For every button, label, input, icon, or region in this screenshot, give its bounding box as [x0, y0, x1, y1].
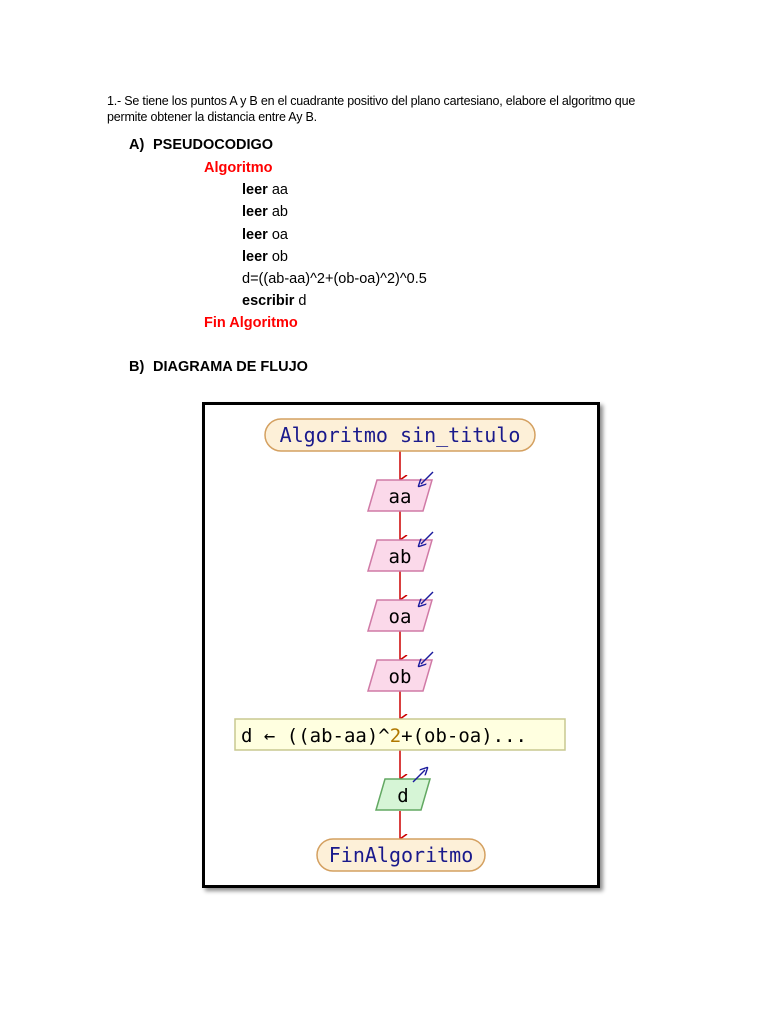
pseudo-keyword: escribir	[242, 293, 295, 309]
pseudo-line	[242, 293, 307, 309]
pseudo-arg: ab	[267, 204, 288, 220]
start-terminal-label: Algoritmo sin_titulo	[279, 423, 521, 447]
section-a-letter: A)	[129, 137, 145, 153]
pseudo-formula: d=((ab-aa)^2+(ob-oa)^2)^0.5	[242, 271, 427, 287]
end-terminal	[317, 839, 485, 871]
output-d	[376, 770, 430, 810]
question-line-2: permite obtener la distancia entre Ay B.	[107, 110, 317, 124]
pseudo-arg: aa	[267, 182, 288, 198]
assignment-suffix: +(ob-oa)...	[401, 725, 528, 747]
pseudo-start: Algoritmo	[204, 160, 273, 176]
assignment-prefix: d ← ((ab-aa)^	[241, 725, 390, 747]
input-ab-label: ab	[388, 546, 412, 568]
assignment-process	[235, 719, 565, 750]
section-b-letter: B)	[129, 359, 145, 375]
section-b-title: DIAGRAMA DE FLUJO	[153, 359, 308, 375]
pseudo-arg: d	[294, 293, 307, 309]
pseudo-keyword: leer	[242, 182, 268, 198]
pseudo-arg: oa	[267, 227, 288, 243]
input-aa-label: aa	[388, 486, 412, 508]
section-a-title: PSEUDOCODIGO	[153, 137, 274, 153]
pseudo-line	[242, 182, 288, 198]
section-b-heading	[129, 359, 308, 375]
question-text	[107, 93, 667, 125]
start-terminal	[265, 419, 535, 451]
pseudo-keyword: leer	[242, 227, 268, 243]
flowchart-frame	[202, 402, 600, 888]
pseudo-keyword: leer	[242, 204, 268, 220]
pseudo-keyword: leer	[242, 249, 268, 265]
assignment-text	[241, 725, 527, 747]
pseudo-line	[242, 249, 288, 265]
assignment-number: 2	[389, 725, 402, 747]
section-a-heading	[129, 137, 273, 153]
pseudo-line	[242, 271, 427, 287]
end-terminal-label: FinAlgoritmo	[328, 843, 474, 867]
pseudo-line	[242, 227, 288, 243]
input-ob-label: ob	[388, 666, 412, 688]
flowchart	[205, 405, 597, 885]
output-d-label: d	[397, 785, 409, 807]
pseudo-arg: ob	[267, 249, 288, 265]
pseudo-end: Fin Algoritmo	[204, 315, 298, 331]
input-oa-label: oa	[388, 606, 412, 628]
pseudo-line	[242, 204, 288, 220]
question-line-1: 1.- Se tiene los puntos A y B en el cuadrante positivo del plano cartesiano, elabore el algoritmo que	[107, 94, 636, 108]
